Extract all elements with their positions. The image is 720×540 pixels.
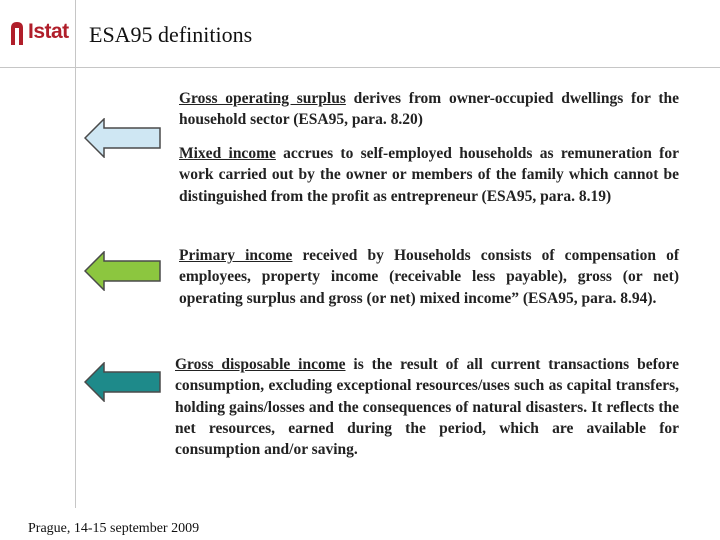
definition-term: Gross operating surplus [179, 90, 346, 107]
definition-gross-disposable-income [175, 354, 679, 460]
left-arrow-icon [84, 251, 162, 291]
page-title: ESA95 definitions [89, 22, 253, 47]
istat-logo-mark-icon [8, 19, 26, 45]
definition-text: is the result of all current transactions before consumption, excluding exceptional resources/uses such as capital transfers, holding gains/losses and the consequences of natural disasters. It reflects the net resources, earned during the period, which are available for consumption and/or saving. [175, 356, 679, 459]
istat-logo-text: Istat [28, 20, 69, 43]
left-arrow-icon [84, 118, 162, 158]
definition-text: received by Households consists of compensation of employees, property income (receivable less payable), gross (or net) operating surplus and gross (or net) mixed income” (ESA95, para. 8.94). [179, 247, 679, 307]
left-arrow-icon [84, 362, 162, 402]
definition-gross-operating-surplus [179, 88, 679, 131]
definition-text: accrues to self-employed households as remuneration for work carried out by the owner or members of the family which cannot be distinguished from the profit as entrepreneur (ESA95, para. 8.19) [179, 145, 679, 205]
definition-primary-income [179, 245, 679, 309]
definition-term: Gross disposable income [175, 356, 346, 373]
footer-text: Prague, 14-15 september 2009 [28, 521, 200, 536]
definition-term: Mixed income [179, 145, 276, 162]
definition-text: derives from owner-occupied dwellings for the household sector (ESA95, para. 8.20) [179, 90, 679, 129]
vertical-divider [75, 0, 76, 508]
definition-mixed-income [179, 143, 679, 207]
definition-term: Primary income [179, 247, 293, 264]
header-divider [0, 67, 720, 68]
